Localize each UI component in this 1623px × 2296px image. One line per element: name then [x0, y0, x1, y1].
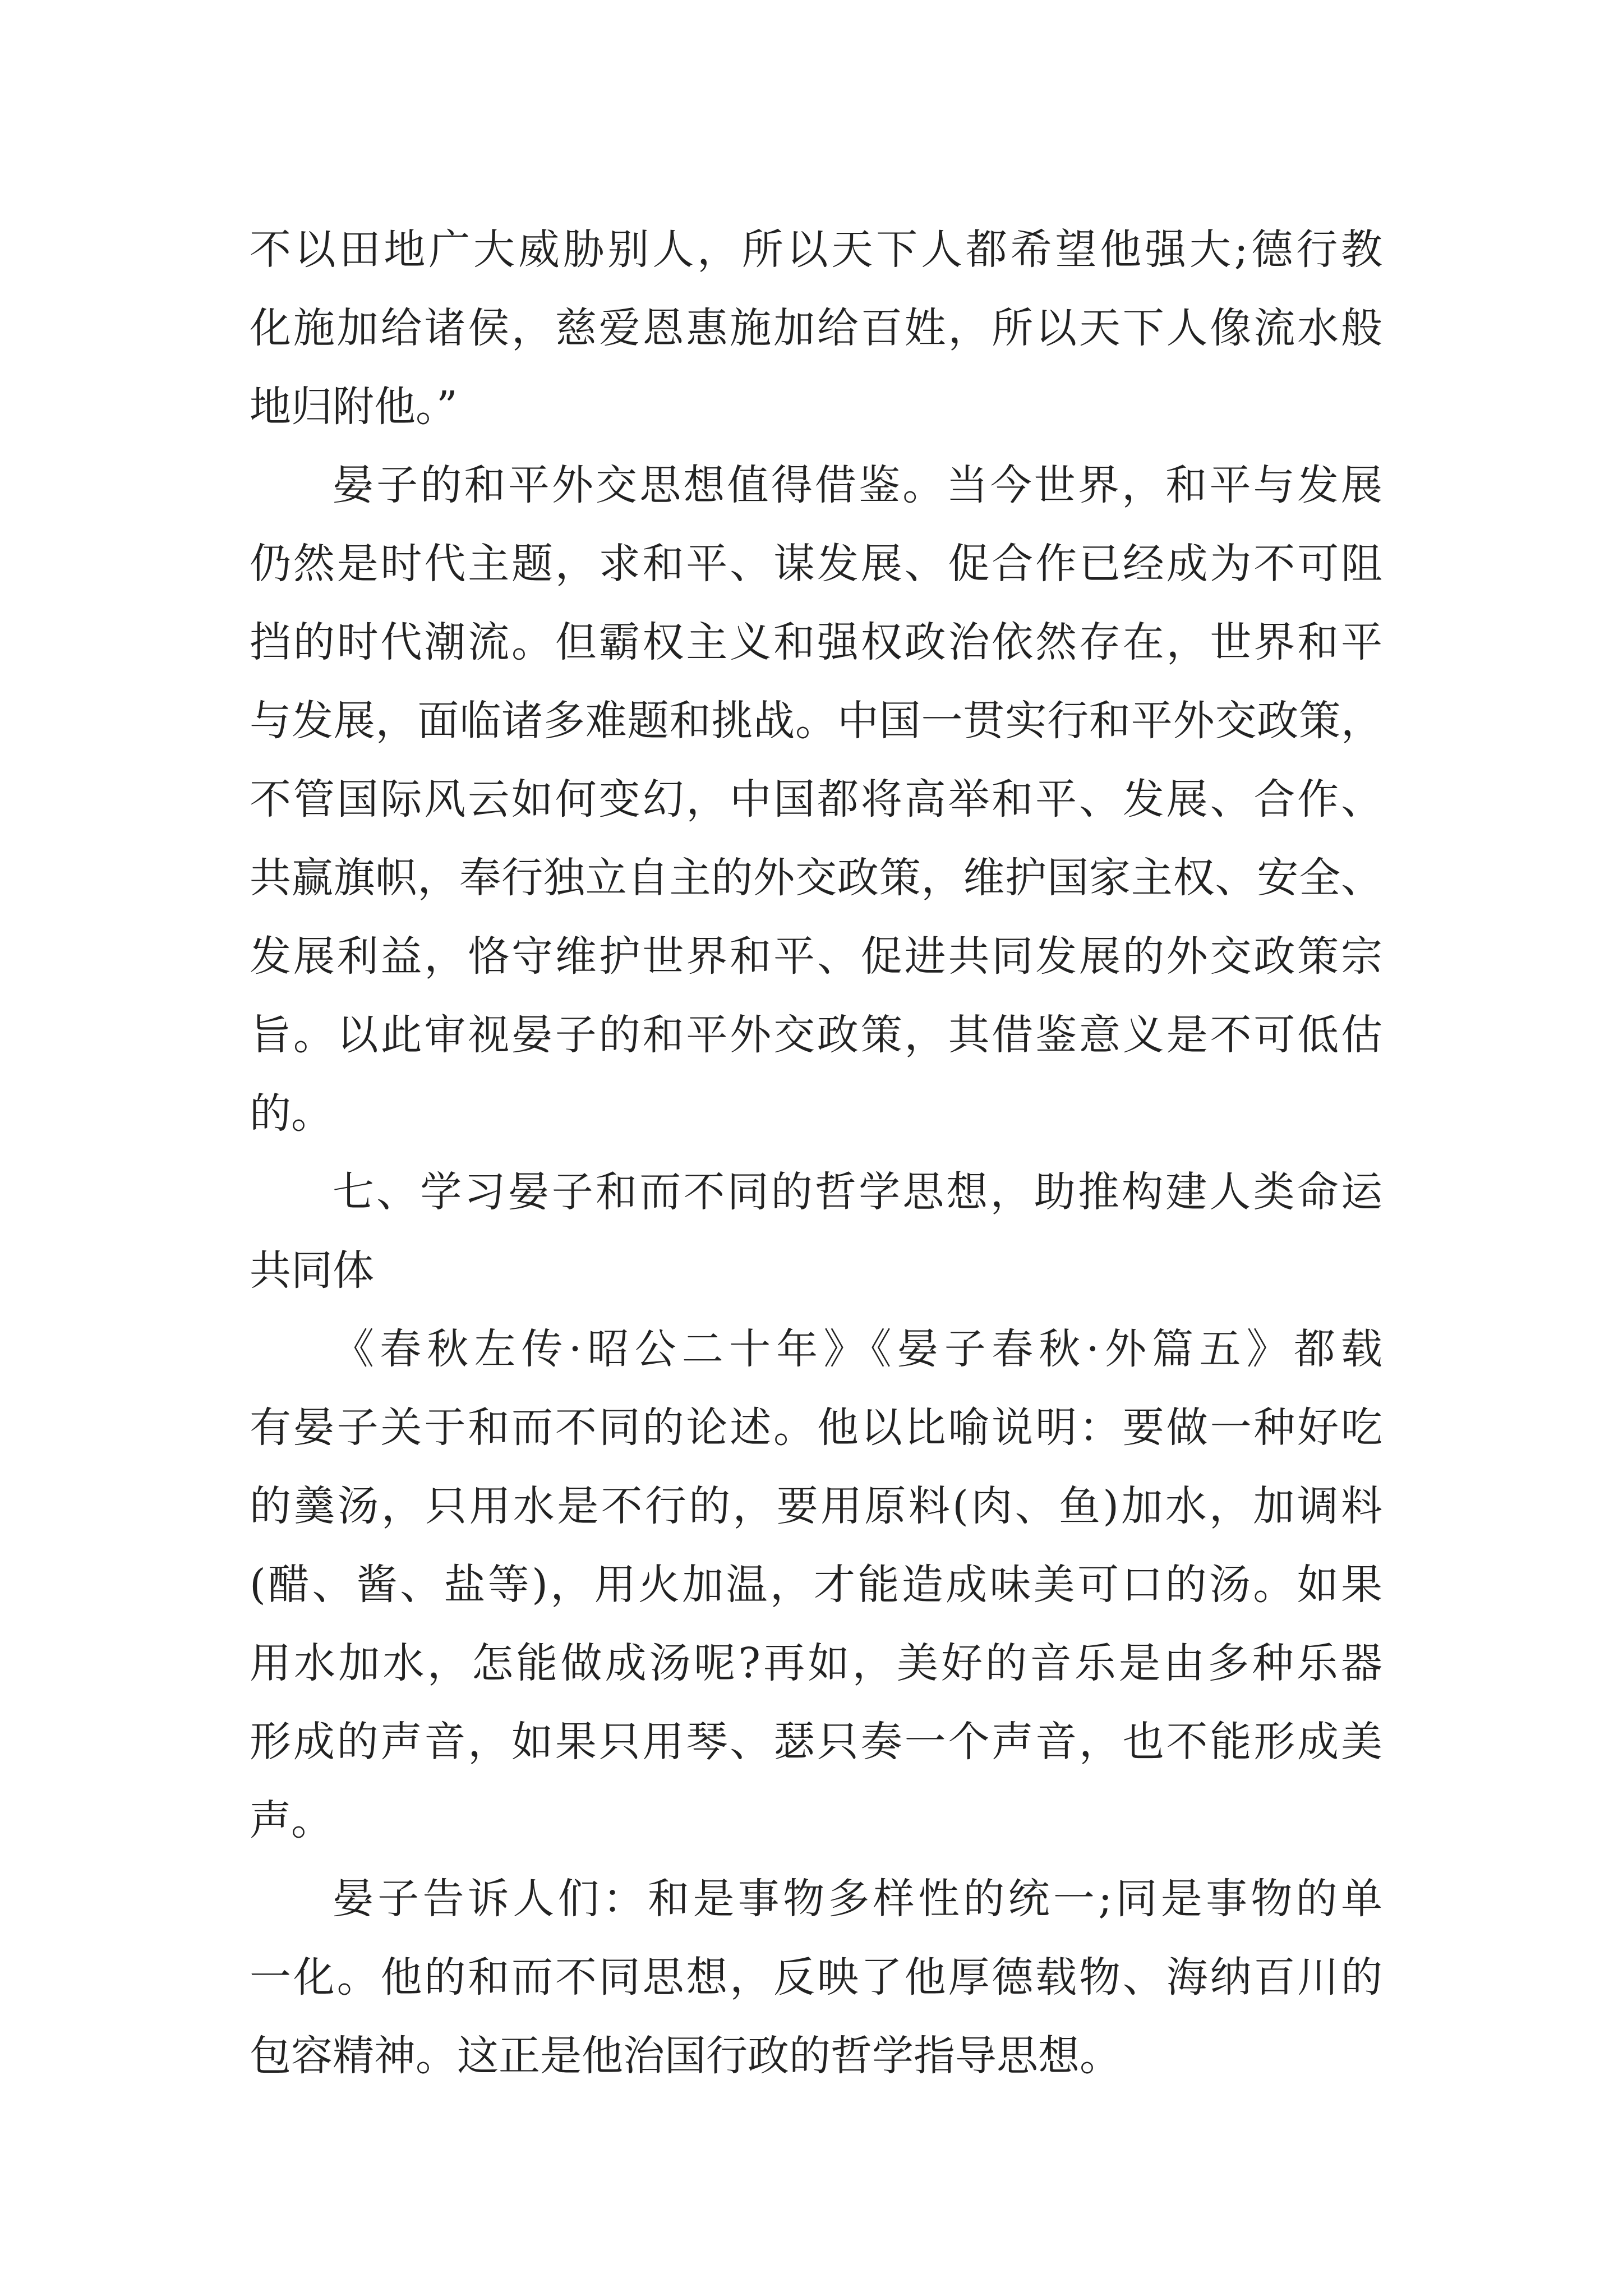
text-line: 包容精神。这正是他治国行政的哲学指导思想。: [250, 2032, 1121, 2080]
text-line: 的。: [250, 1089, 333, 1138]
section-heading: [250, 1153, 1382, 1310]
body-text: [250, 210, 1382, 2095]
text-line: 不以田地广大威胁别人，所以天下人都希望他强大;德行教: [250, 226, 1382, 274]
text-line: 挡的时代潮流。但霸权主义和强权政治依然存在，世界和平: [250, 618, 1382, 666]
text-line: 一化。他的和而不同思想，反映了他厚德载物、海纳百川的: [250, 1953, 1382, 2001]
text-line: (醋、酱、盐等)，用火加温，才能造成味美可口的汤。如果: [250, 1561, 1382, 1609]
text-line: 《春秋左传·昭公二十年》《晏子春秋·外篇五》都载: [333, 1325, 1382, 1373]
text-line: 与发展，面临诸多难题和挑战。中国一贯实行和平外交政策，: [250, 697, 1382, 745]
text-line: 不管国际风云如何变幻，中国都将高举和平、发展、合作、: [250, 775, 1382, 823]
text-line: 形成的声音，如果只用琴、瑟只奏一个声音，也不能形成美: [250, 1718, 1382, 1766]
text-line: 声。: [250, 1796, 333, 1844]
text-line: 共赢旗帜，奉行独立自主的外交政策，维护国家主权、安全、: [250, 854, 1382, 902]
text-line: 用水加水，怎能做成汤呢?再如，美好的音乐是由多种乐器: [250, 1639, 1382, 1687]
text-line: 旨。以此审视晏子的和平外交政策，其借鉴意义是不可低估: [250, 1011, 1382, 1059]
text-line: 地归附他。”: [250, 383, 458, 431]
text-line: 的羹汤，只用水是不行的，要用原料(肉、鱼)加水，加调料: [250, 1482, 1382, 1530]
paragraph-3: [250, 1310, 1382, 1860]
text-line: 七、学习晏子和而不同的哲学思想，助推构建人类命运: [333, 1168, 1382, 1216]
paragraph-1: [250, 210, 1382, 446]
text-line: 晏子的和平外交思想值得借鉴。当今世界，和平与发展: [333, 461, 1382, 509]
text-line: 仍然是时代主题，求和平、谋发展、促合作已经成为不可阻: [250, 540, 1382, 588]
text-line: 晏子告诉人们：和是事物多样性的统一;同是事物的单: [333, 1875, 1382, 1923]
text-line: 有晏子关于和而不同的论述。他以比喻说明：要做一种好吃: [250, 1404, 1382, 1452]
paragraph-4: [250, 1860, 1382, 2095]
text-line: 共同体: [250, 1246, 374, 1295]
text-line: 化施加给诸侯，慈爱恩惠施加给百姓，所以天下人像流水般: [250, 304, 1382, 352]
paragraph-2: [250, 446, 1382, 1153]
text-line: 发展利益，恪守维护世界和平、促进共同发展的外交政策宗: [250, 932, 1382, 981]
